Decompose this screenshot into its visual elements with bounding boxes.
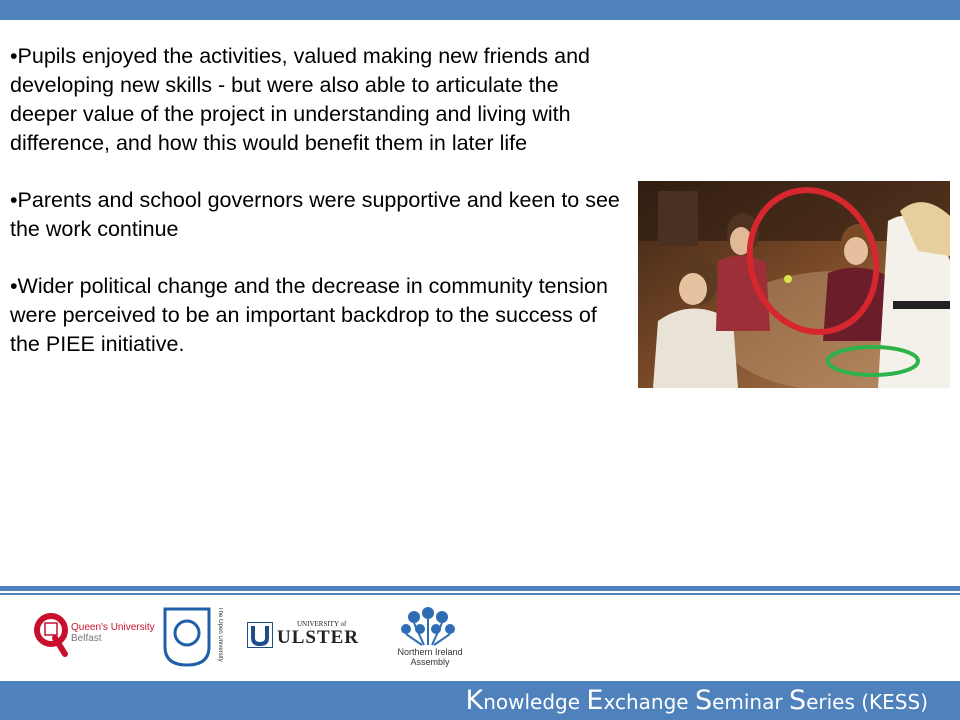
kess-footer-band (0, 681, 960, 720)
qub-name: Queen's University (71, 622, 155, 633)
bullet-pupils: •Pupils enjoyed the activities, valued making new friends and developing new skills - but were also able to articulate the deeper value of the project in understanding and living with difference, and how this would benefit them in later life (10, 44, 590, 155)
ulster-emblem-icon (247, 622, 273, 648)
top-accent-bar (0, 0, 960, 20)
kess-title-k: K (465, 685, 484, 716)
kess-series-title (466, 685, 928, 718)
kess-title-s1: S (694, 685, 713, 716)
ni-assembly-line1: Northern Ireland (397, 647, 463, 657)
qub-city: Belfast (71, 633, 102, 644)
kess-title-xchange: xchange (603, 690, 695, 714)
bullet-parents: •Parents and school governors were supportive and keen to see the work continue (10, 188, 620, 241)
kess-title-eminar: eminar (712, 690, 789, 714)
kess-title-e: E (586, 685, 604, 716)
ulster-university-logo (247, 620, 369, 650)
ulster-top-text: UNIVERSITY of (297, 620, 347, 628)
ou-shield-icon (163, 607, 211, 667)
ni-assembly-line2: Assembly (410, 657, 450, 667)
kess-title-nowledge: nowledge (483, 690, 587, 714)
bullet-political-change: •Wider political change and the decrease in community tension were perceived to be an important backdrop to the success of the PIEE initiative. (10, 274, 608, 356)
ou-name: The Open University (217, 607, 223, 662)
queens-university-logo (33, 612, 153, 662)
open-university-logo (163, 607, 225, 669)
flax-flower-icon (398, 605, 458, 647)
qub-crest-icon (33, 612, 69, 658)
ni-assembly-logo (385, 605, 475, 671)
kess-title-s2: S (788, 685, 807, 716)
ulster-main-text: ULSTER (277, 627, 360, 648)
bullet-list (10, 42, 625, 387)
footer-divider-thin (0, 593, 960, 595)
classroom-photo-illustration (638, 181, 950, 388)
classroom-photo (638, 181, 950, 388)
kess-title-eries: eries (KESS) (806, 690, 928, 714)
footer-divider (0, 586, 960, 591)
